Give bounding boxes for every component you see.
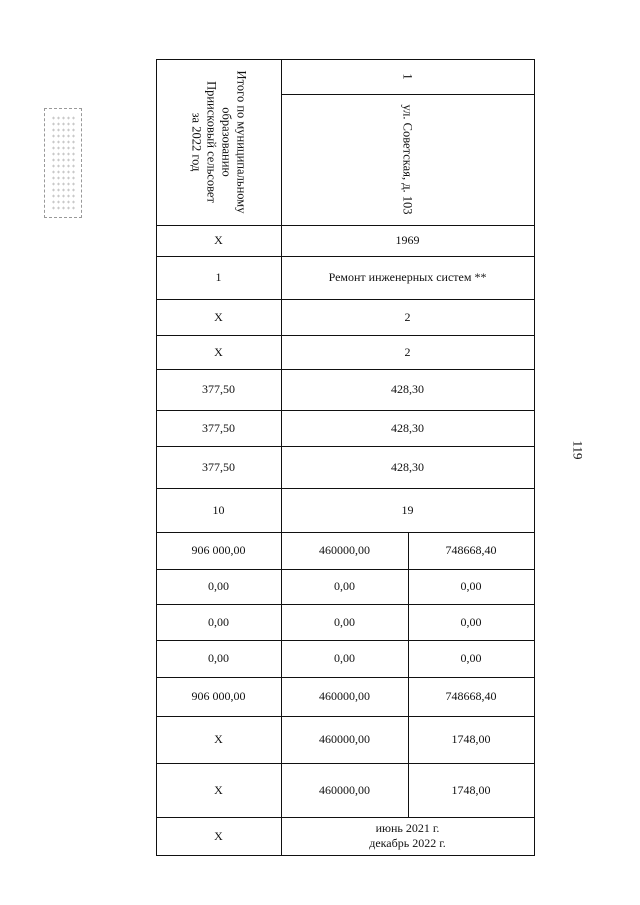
- subcolumn-divider: [408, 532, 409, 817]
- value-text: декабрь 2022 г.: [369, 836, 446, 850]
- total-cell: X: [214, 233, 223, 247]
- table-border-right: [534, 59, 535, 855]
- value-cell: 0,00: [460, 579, 482, 593]
- total-cell: X: [214, 309, 223, 324]
- value-cell: [281, 410, 534, 446]
- row-divider: [156, 677, 534, 678]
- row-divider: [156, 817, 534, 818]
- item-number-cell: [281, 59, 534, 94]
- column-divider: [281, 59, 282, 855]
- value-cell: [281, 817, 534, 855]
- total-header-cell: [156, 59, 281, 225]
- address-cell: [281, 94, 534, 225]
- row-divider: [156, 569, 534, 570]
- row-divider: [156, 335, 534, 336]
- total-cell: 1: [215, 270, 222, 284]
- row-divider: [156, 488, 534, 489]
- total-cell: 377,50: [202, 459, 235, 474]
- value-cell: [281, 299, 534, 335]
- table-border-left: [156, 59, 157, 855]
- row-divider: [156, 763, 534, 764]
- value-cell: 0,00: [460, 651, 482, 665]
- page-number: 119: [571, 440, 586, 460]
- total-cell: 377,50: [202, 420, 235, 435]
- value-text: 428,30: [391, 459, 424, 474]
- value-cell: 0,00: [334, 651, 355, 665]
- header-divider: [281, 94, 534, 95]
- total-cell: 0,00: [208, 579, 229, 593]
- value-cell: 1748,00: [451, 782, 491, 797]
- value-cell: 460000,00: [319, 732, 370, 746]
- value-text: 19: [401, 502, 414, 517]
- value-text: 428,30: [391, 382, 424, 396]
- row-divider: [156, 532, 534, 533]
- row-divider: [156, 716, 534, 717]
- value-cell: 748668,40: [445, 543, 497, 557]
- value-cell: 1748,00: [451, 732, 491, 746]
- row-divider: [156, 256, 534, 257]
- value-cell: [281, 446, 534, 488]
- row-divider: [156, 410, 534, 411]
- total-cell: 377,50: [202, 382, 235, 396]
- total-cell: X: [214, 828, 223, 843]
- value-text: 1969: [395, 233, 420, 247]
- value-cell: 0,00: [460, 614, 482, 629]
- value-cell: [281, 369, 534, 410]
- row-divider: [156, 369, 534, 370]
- value-text: Ремонт инженерных систем **: [328, 270, 487, 284]
- value-cell: 0,00: [334, 579, 355, 593]
- total-cell: 10: [212, 502, 225, 517]
- table-border-top: [156, 59, 535, 60]
- row-divider: [156, 225, 534, 226]
- row-divider: [156, 446, 534, 447]
- total-cell: X: [214, 732, 223, 746]
- row-divider: [156, 299, 534, 300]
- table-border-bottom: [156, 855, 535, 856]
- value-cell: 460000,00: [319, 689, 370, 703]
- value-cell: 460000,00: [319, 782, 370, 797]
- value-cell: [281, 256, 534, 299]
- total-cell: 906 000,00: [191, 543, 246, 557]
- total-cell: 0,00: [208, 614, 229, 629]
- value-cell: 460000,00: [319, 543, 370, 557]
- row-divider: [156, 640, 534, 641]
- value-text: июнь 2021 г.: [375, 821, 440, 835]
- item-number-text: 1: [401, 73, 415, 80]
- value-cell: [281, 488, 534, 532]
- address-text: ул. Советская, д. 103: [400, 104, 415, 215]
- value-cell: [281, 225, 534, 256]
- total-header-text: Итого по муниципальному образованию Приисковый сельсовет за 2022 год: [189, 70, 249, 214]
- value-cell: 748668,40: [445, 689, 497, 703]
- value-cell: [281, 335, 534, 369]
- total-cell: 0,00: [208, 651, 229, 665]
- total-cell: X: [214, 782, 223, 797]
- value-text: 2: [404, 344, 411, 359]
- value-text: 2: [404, 309, 411, 324]
- total-cell: X: [214, 344, 223, 359]
- value-text: 428,30: [391, 420, 424, 435]
- row-divider: [156, 604, 534, 605]
- value-cell: 0,00: [334, 614, 355, 629]
- total-cell: 906 000,00: [191, 689, 246, 703]
